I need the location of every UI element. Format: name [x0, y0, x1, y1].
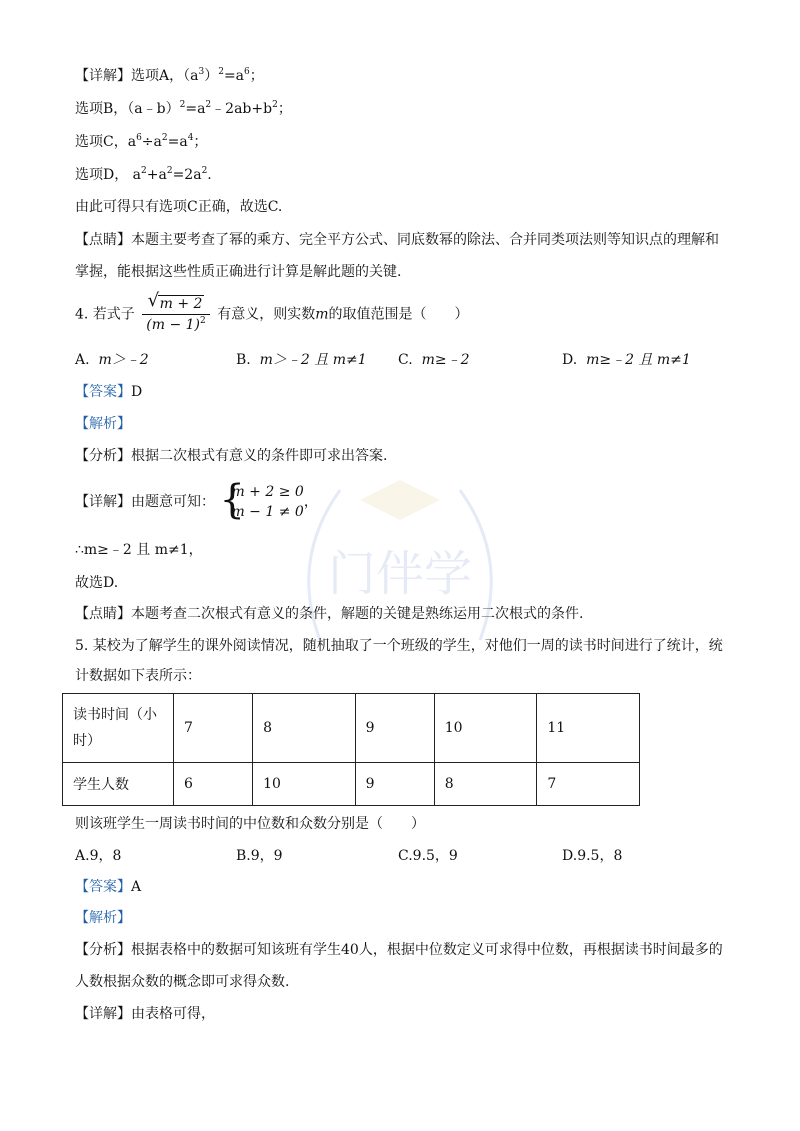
table-cell: 9 [355, 763, 434, 806]
q4-detail: 【详解】由题意可知： { m + 2 ≥ 0 m − 1 ≠ 0 ， [75, 477, 318, 523]
q4-fraction: √ m + 2 $(m - 1)^2$ [142, 294, 209, 335]
q4-fenxi: 【分析】根据二次根式有意义的条件即可求出答案. [75, 448, 388, 464]
q5-analysis-tag: 【解析】 [75, 910, 131, 926]
q5-option-a[interactable]: A.9，8 [75, 848, 122, 864]
table-row [63, 763, 640, 806]
q4-comment: 【点睛】本题考查二次根式有意义的条件，解题的关键是熟练运用二次根式的条件. [75, 606, 584, 622]
q4-answer: 【答案】D [75, 384, 143, 400]
q3-detail-line4: 选项D， $a^2+a^2=2a^2$. [75, 166, 212, 183]
table-cell: 9 [355, 694, 434, 763]
q4-stem: 4. 若式子 √ m + 2 $(m - 1)^2$ 有意义，则实数m的取值范围是（ ） [75, 290, 469, 333]
q5-option-c[interactable]: C.9.5，9 [398, 848, 458, 864]
detail-tag: 【详解】 [75, 68, 131, 84]
q3-detail-line1: 【详解】选项A，$(a^3)^2=a^6$； [75, 67, 264, 84]
q4-option-a[interactable]: A. m＞﹣2 [75, 352, 149, 368]
q5-stem-line1: 5. 某校为了解学生的课外阅读情况，随机抽取了一个班级的学生，对他们一周的读书时间进行了统计，统 [75, 638, 723, 654]
table-cell: 8 [434, 763, 537, 806]
table-cell: 7 [537, 763, 640, 806]
q5-question: 则该班学生一周读书时间的中位数和众数分别是（ ） [75, 816, 425, 832]
table-header-cell: 学生人数 [63, 763, 174, 806]
q5-stem-line2: 计数据如下表所示： [75, 668, 201, 684]
table-cell: 6 [174, 763, 253, 806]
q3-comment-line1: 【点睛】本题主要考查了幂的乘方、完全平方公式、同底数幂的除法、合并同类项法则等知识点的理解和 [75, 232, 719, 248]
q5-answer: 【答案】A [75, 879, 142, 895]
q3-conclusion: 由此可得只有选项C正确，故选C. [75, 199, 283, 215]
q4-option-d[interactable]: D. m≥﹣2 且 m≠1 [562, 352, 691, 368]
q4-choose: 故选D. [75, 575, 119, 591]
q4-therefore: ∴m≥﹣2 且 m≠1， [75, 542, 203, 558]
table-cell: 7 [174, 694, 253, 763]
q4-inequality-system: { m + 2 ≥ 0 m − 1 ≠ 0 [219, 477, 304, 523]
q3-detail-line2: 选项B，$(a﹣b)^2=a^2﹣2ab+b^2$； [75, 100, 292, 117]
reading-time-table [62, 693, 640, 806]
table-cell: 11 [537, 694, 640, 763]
table-header-cell: 读书时间（小时） [63, 694, 174, 763]
q5-detail: 【详解】由表格可得， [75, 1006, 215, 1022]
watermark-text: 门伴学 [327, 546, 473, 602]
q5-fenxi-line1: 【分析】根据表格中的数据可知该班有学生40人，根据中位数定义可求得中位数，再根据读书时间最多的 [75, 942, 723, 958]
q5-option-b[interactable]: B.9，9 [236, 848, 283, 864]
q3-detail-line3: 选项C，$a^6\div a^2=a^4$； [75, 133, 208, 150]
table-row [63, 694, 640, 763]
table-cell: 10 [434, 694, 537, 763]
q4-option-b[interactable]: B. m＞﹣2 且 m≠1 [236, 352, 367, 368]
q5-fenxi-line2: 人数根据众数的概念即可求得众数. [75, 974, 290, 990]
table-cell: 10 [253, 763, 356, 806]
comment-tag: 【点睛】 [75, 232, 131, 248]
q4-analysis-tag: 【解析】 [75, 416, 131, 432]
q3-comment-line2: 掌握，能根据这些性质正确进行计算是解此题的关键. [75, 264, 402, 280]
q5-option-d[interactable]: D.9.5，8 [562, 848, 623, 864]
q4-option-c[interactable]: C. m≥﹣2 [398, 352, 470, 368]
table-cell: 8 [253, 694, 356, 763]
